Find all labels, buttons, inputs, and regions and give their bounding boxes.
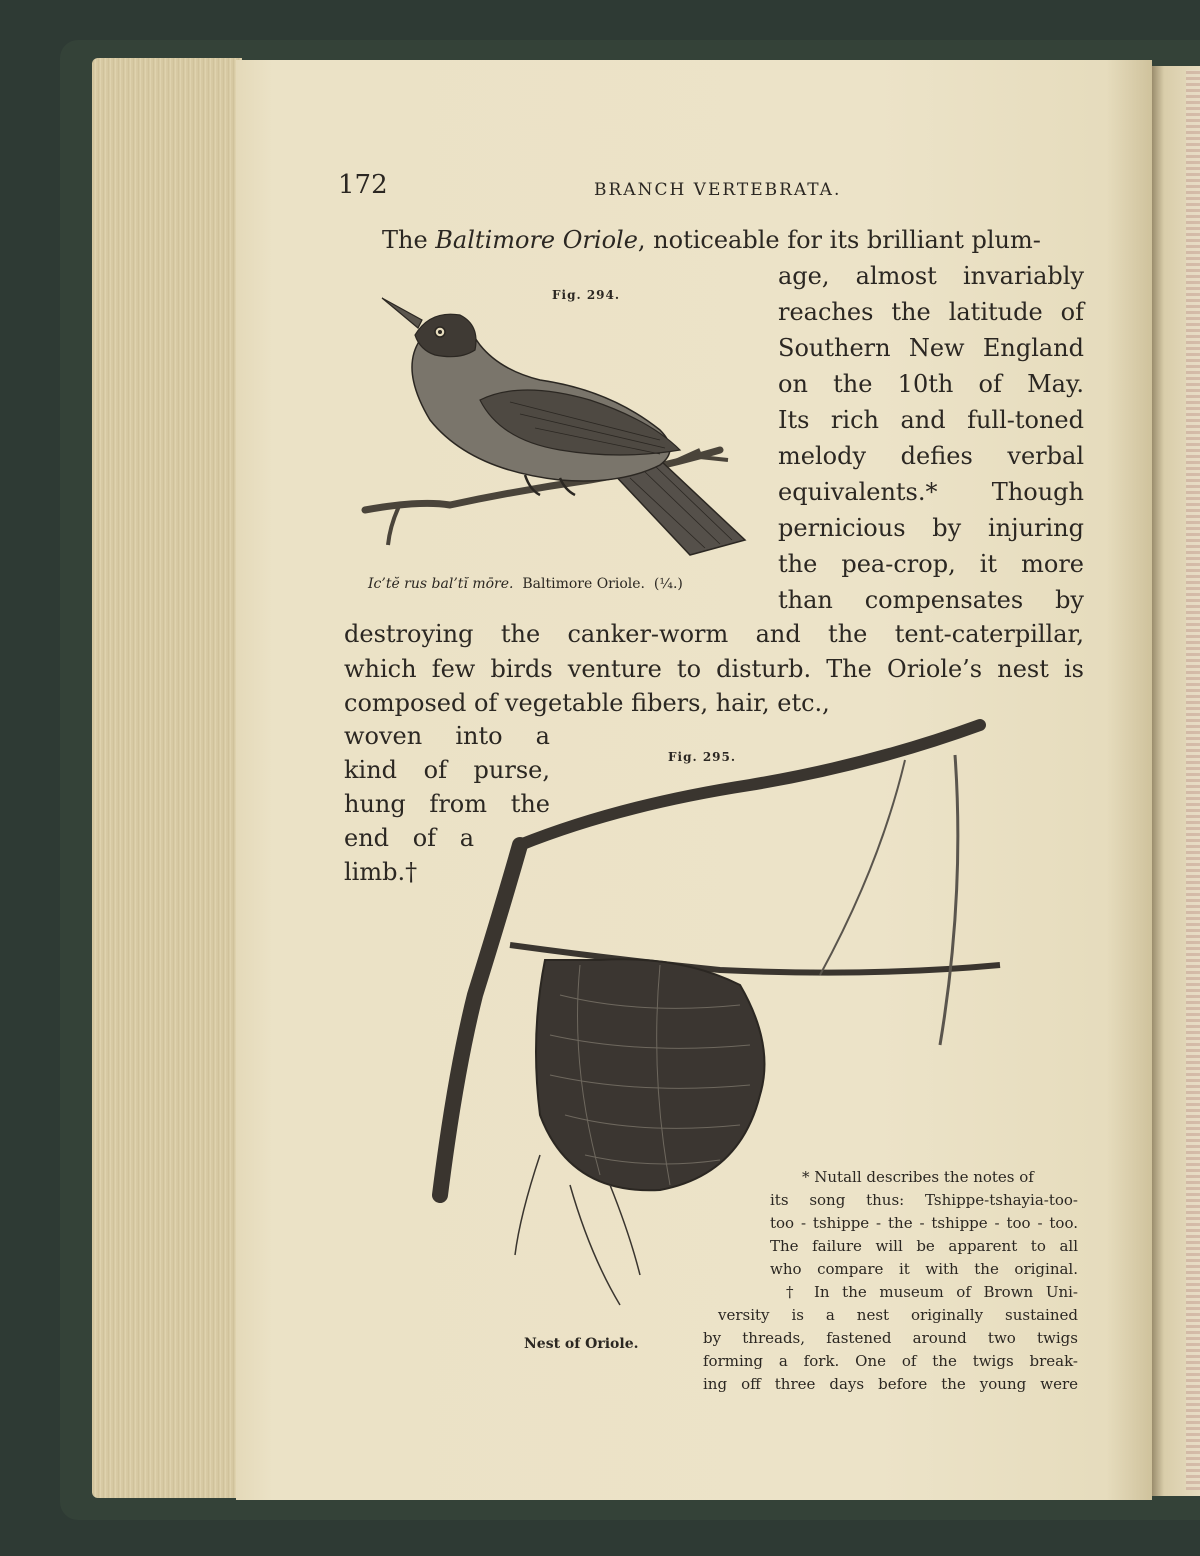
left-line: limb.† — [344, 858, 418, 886]
side-line: Its rich and full-toned — [778, 406, 1084, 434]
line1-pre: The — [382, 226, 436, 254]
body-line-1 — [382, 226, 1041, 254]
side-line: pernicious by injuring — [778, 514, 1084, 542]
page-stack — [92, 58, 242, 1498]
running-title: BRANCH VERTEBRATA. — [594, 180, 842, 200]
footnote-line: its song thus: Tshippe-tshayia-too- — [770, 1191, 1078, 1209]
word-end: end — [344, 824, 390, 852]
footnote-line: forming a fork. One of the twigs break- — [703, 1352, 1078, 1370]
left-line: hung from the — [344, 790, 550, 818]
side-line: age, almost invariably — [778, 262, 1084, 290]
line1-post: , noticeable for its brilliant plum- — [637, 226, 1041, 254]
side-line: the pea-crop, it more — [778, 550, 1084, 578]
fig-295-label: Fig. 295. — [668, 750, 737, 764]
footnote-line: too - tshippe - the - tshippe - too - too. — [770, 1214, 1078, 1232]
side-line: equivalents.* Though — [778, 478, 1084, 506]
fig-294-common-name: Baltimore Oriole. — [522, 576, 645, 592]
fig-294-caption — [368, 576, 683, 592]
word-a: a — [459, 824, 474, 852]
word-of: of — [412, 824, 437, 852]
side-line: than compensates by — [778, 586, 1084, 614]
footnote-line: ing off three days before the young were — [703, 1375, 1078, 1393]
facing-page-red-edge — [1186, 70, 1200, 1490]
footnote-line: * Nutall describes the notes of — [802, 1168, 1034, 1186]
fig-294-scale: (¼.) — [653, 576, 683, 592]
page-number: 172 — [338, 170, 388, 200]
side-line: melody defies verbal — [778, 442, 1084, 470]
footnote-line: The failure will be apparent to all — [770, 1237, 1078, 1255]
footnote-line: † In the museum of Brown Uni- — [786, 1283, 1078, 1301]
full-line: composed of vegetable fibers, hair, etc., — [344, 689, 830, 717]
full-line: which few birds venture to disturb. The Oriole’s nest is — [344, 655, 1084, 683]
fig-294-scientific-name: Ic’tĕ rus bal’tĭ mōre. — [368, 576, 514, 592]
baltimore-oriole-illustration — [360, 290, 760, 580]
footnote-line: versity is a nest originally sustained — [718, 1306, 1078, 1324]
left-line: woven into a — [344, 722, 550, 750]
fig-295-caption: Nest of Oriole. — [524, 1336, 639, 1352]
fig-294-label: Fig. 294. — [552, 288, 621, 302]
footnote-line: by threads, fastened around two twigs — [703, 1329, 1078, 1347]
line1-italic: Baltimore Oriole — [435, 226, 638, 254]
left-line: kind of purse, — [344, 756, 550, 784]
footnote-line: who compare it with the original. — [770, 1260, 1078, 1278]
side-line: reaches the latitude of — [778, 298, 1084, 326]
full-line: destroying the canker-worm and the tent-caterpillar, — [344, 620, 1084, 648]
side-line: on the 10th of May. — [778, 370, 1084, 398]
side-line: Southern New England — [778, 334, 1084, 362]
